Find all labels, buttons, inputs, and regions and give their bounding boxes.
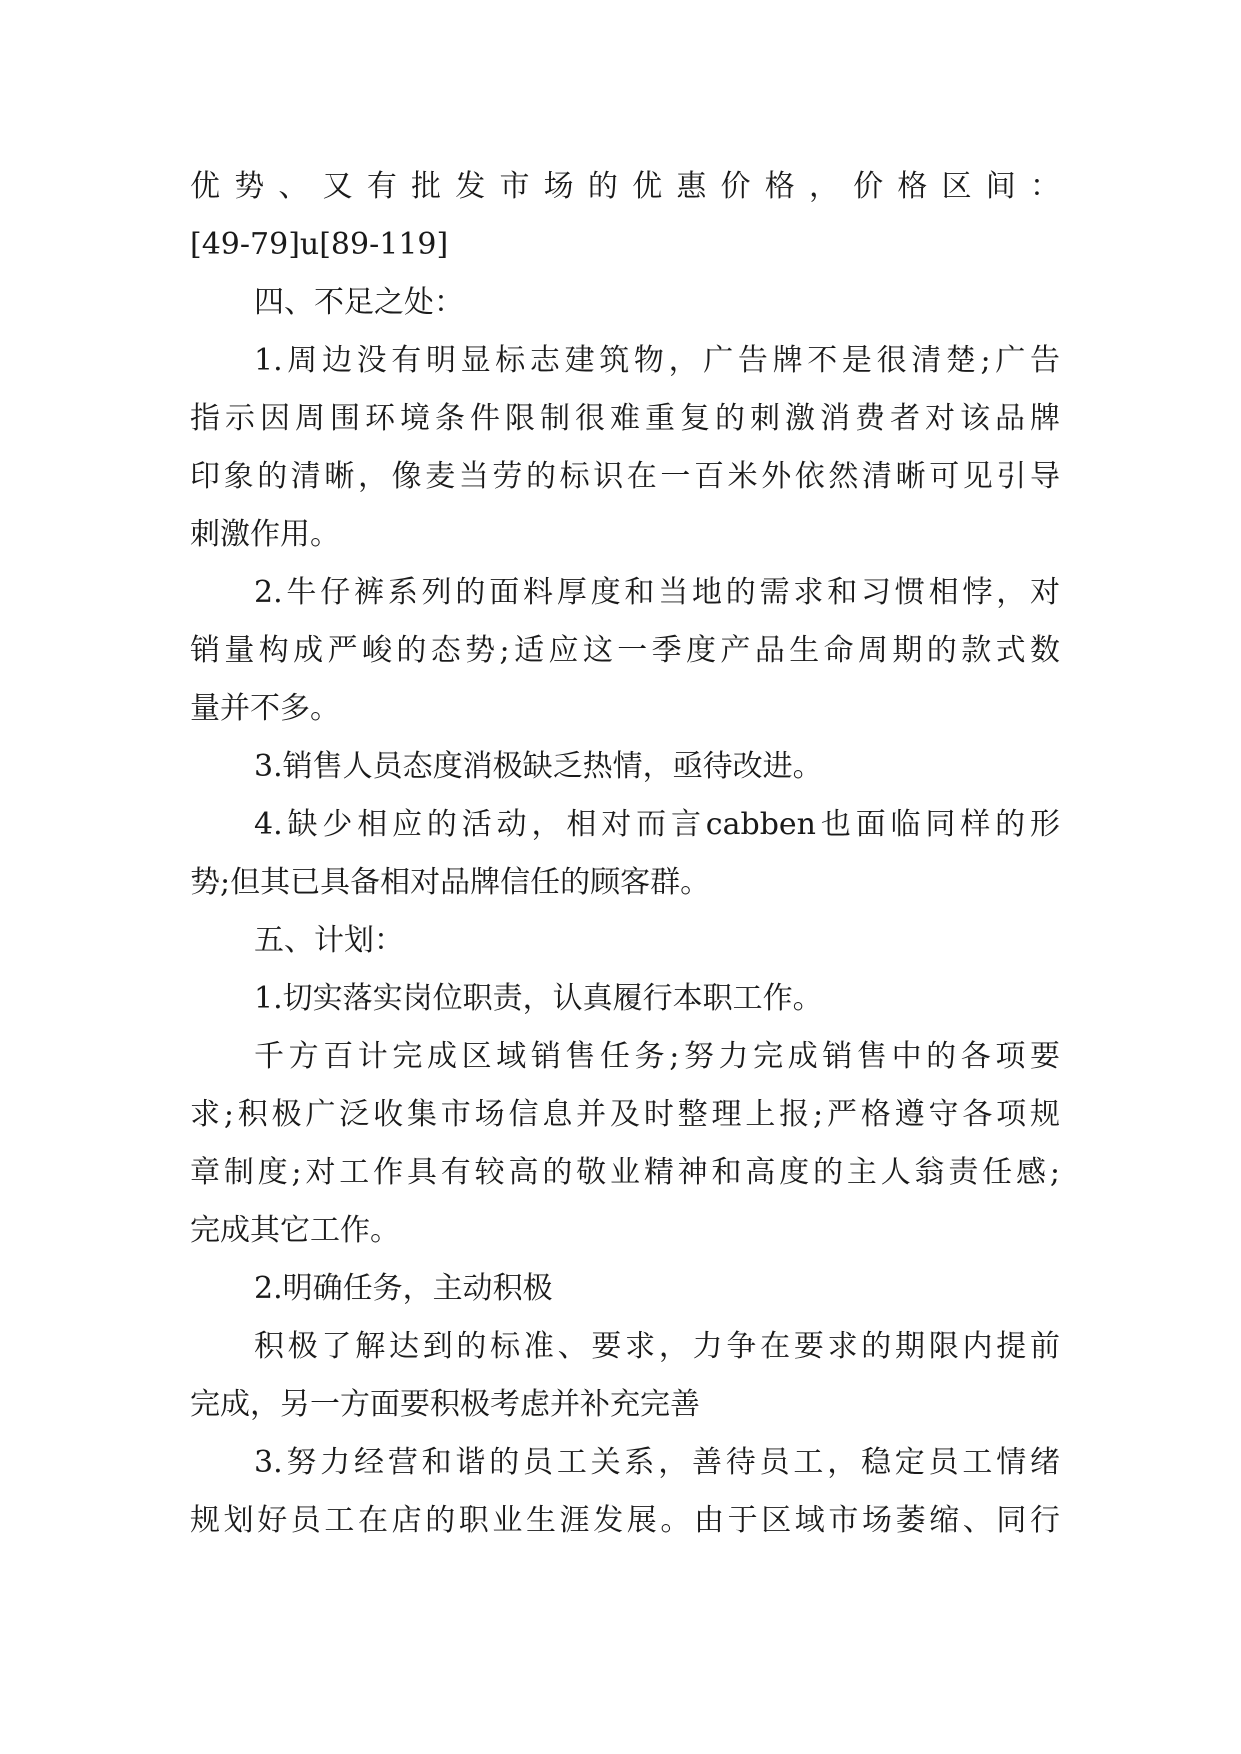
text-line: 3.努力经营和谐的员工关系，善待员工，稳定员工情绪 [254,1445,1060,1480]
text-line: 销量构成严峻的态势;适应这一季度产品生命周期的款式数 [190,633,1060,668]
text-line: 积极了解达到的标准、要求，力争在要求的期限内提前 [254,1329,1060,1364]
text-line: 2.明确任务，主动积极 [254,1271,553,1306]
text-line: 刺激作用。 [190,517,340,552]
text-line: [49-79]u[89-119] [190,227,449,262]
text-line: 完成，另一方面要积极考虑并补充完善 [190,1387,700,1422]
document-body [190,158,1060,1550]
text-line: 2.牛仔裤系列的面料厚度和当地的需求和习惯相悖，对 [254,575,1060,610]
text-line: 完成其它工作。 [190,1213,400,1248]
text-line: 1.周边没有明显标志建筑物，广告牌不是很清楚;广告 [254,343,1060,378]
text-line: 千方百计完成区域销售任务;努力完成销售中的各项要 [254,1039,1060,1074]
text-line: 1.切实落实岗位职责，认真履行本职工作。 [254,981,823,1016]
text-line: 3.销售人员态度消极缺乏热情，亟待改进。 [254,749,823,784]
section-heading: 四、不足之处： [254,285,464,320]
section-heading: 五、计划： [254,923,404,958]
text-line: 章制度;对工作具有较高的敬业精神和高度的主人翁责任感; [190,1155,1060,1190]
text-line: 势;但其已具备相对品牌信任的顾客群。 [190,865,711,900]
text-line: 印象的清晰，像麦当劳的标识在一百米外依然清晰可见引导 [190,459,1060,494]
text-line: 4.缺少相应的活动，相对而言cabben也面临同样的形 [254,807,1060,842]
text-line: 优势、又有批发市场的优惠价格，价格区间： [190,169,1060,204]
text-line: 求;积极广泛收集市场信息并及时整理上报;严格遵守各项规 [190,1097,1060,1132]
text-line: 规划好员工在店的职业生涯发展。由于区域市场萎缩、同行 [190,1503,1060,1538]
text-line: 量并不多。 [190,691,340,726]
text-line: 指示因周围环境条件限制很难重复的刺激消费者对该品牌 [190,401,1060,436]
